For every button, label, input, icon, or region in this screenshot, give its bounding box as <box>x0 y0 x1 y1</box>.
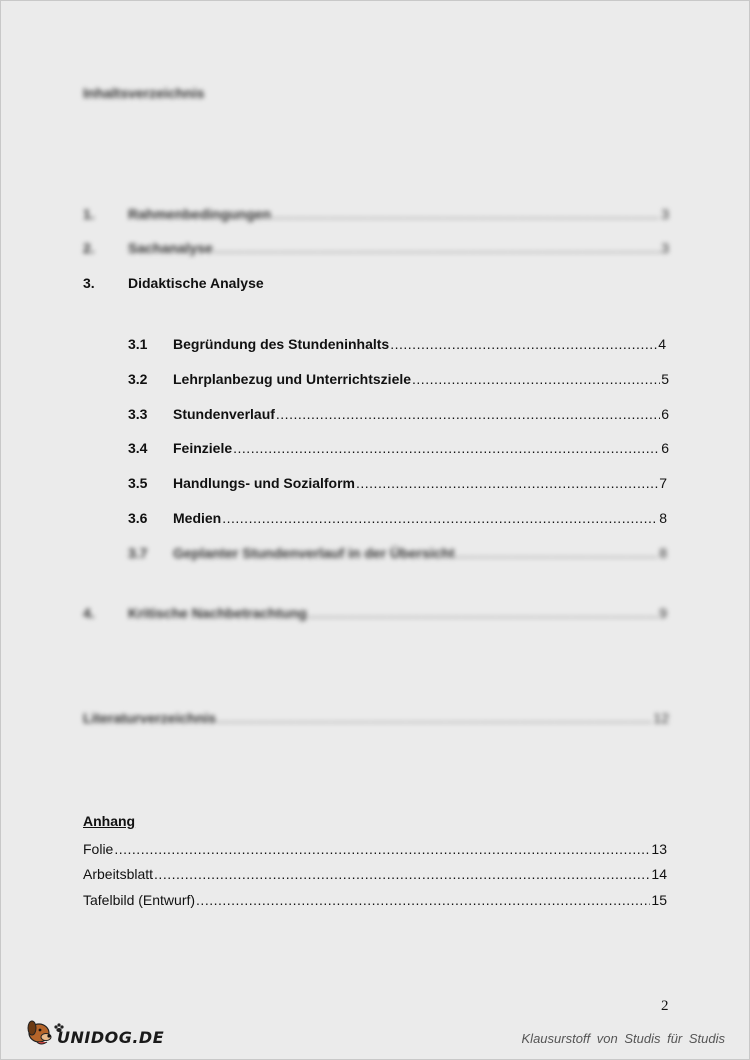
anhang-entry-page: 13 <box>651 841 667 857</box>
toc-entry-page: 9 <box>659 605 667 621</box>
toc-entry-title: Didaktische Analyse <box>128 275 264 291</box>
toc-entry-page: 3 <box>661 240 669 256</box>
anhang-entry <box>83 891 667 909</box>
toc-leader-dots <box>390 335 657 353</box>
toc-leader-dots <box>233 439 660 457</box>
toc-entry <box>83 205 669 223</box>
anhang-entry-page: 14 <box>651 866 667 882</box>
toc-entry <box>83 709 669 727</box>
toc-leader-dots <box>276 405 660 423</box>
toc-leader-dots <box>114 840 650 858</box>
toc-entry-page: 4 <box>658 336 666 352</box>
toc-entry-number: 3.3 <box>128 406 148 422</box>
toc-leader-dots <box>272 205 660 223</box>
anhang-entry <box>83 865 667 883</box>
anhang-entry-page: 15 <box>651 892 667 908</box>
anhang-entry-title: Tafelbild (Entwurf) <box>83 892 196 908</box>
toc-entry-title: Feinziele <box>173 440 233 456</box>
footer-tagline: Klausurstoff von Studis für Studis <box>521 1031 725 1046</box>
toc-leader-dots <box>196 891 650 909</box>
toc-leader-dots <box>214 239 660 257</box>
toc-entry-number: 4. <box>83 605 95 621</box>
toc-leader-dots <box>412 370 660 388</box>
toc-entry-number: 3.4 <box>128 440 148 456</box>
toc-entry-title: Lehrplanbezug und Unterrichtsziele <box>173 371 412 387</box>
toc-entry-page: 8 <box>659 510 667 526</box>
toc-entry-page: 12 <box>653 710 669 726</box>
toc-entry-page: 3 <box>661 206 669 222</box>
logo-text: UNIDOG.DE <box>57 1028 165 1047</box>
toc-entry <box>128 544 667 562</box>
toc-entry <box>83 274 669 292</box>
toc-entry-page: 5 <box>661 371 669 387</box>
toc-entry-title: Rahmenbedingungen <box>128 206 272 222</box>
toc-entry-title: Kritische Nachbetrachtung <box>128 605 307 621</box>
toc-leader-dots <box>222 509 658 527</box>
toc-entry-number: 3.7 <box>128 545 148 561</box>
toc-leader-dots <box>308 604 658 622</box>
toc-entry <box>128 509 667 527</box>
toc-entry-number: 3.2 <box>128 371 148 387</box>
toc-entry-title: Handlungs- und Sozialform <box>173 475 355 491</box>
toc-entry-number: 3.5 <box>128 475 148 491</box>
toc-entry-page: 6 <box>661 440 669 456</box>
toc-entry-number: 1. <box>83 206 95 222</box>
toc-entry-title: Begründung des Stundeninhalts <box>173 336 390 352</box>
toc-entry-title: Stundenverlauf <box>173 406 275 422</box>
toc-entry <box>128 439 669 457</box>
toc-entry <box>83 604 667 622</box>
anhang-entry <box>83 840 667 858</box>
toc-entry <box>83 239 669 257</box>
toc-entry <box>128 474 667 492</box>
toc-entry <box>128 405 669 423</box>
anhang-entry-title: Folie <box>83 841 114 857</box>
toc-entry-title: Literaturverzeichnis <box>83 710 217 726</box>
toc-entry-number: 3.6 <box>128 510 148 526</box>
toc-entry <box>128 370 669 388</box>
toc-entry <box>128 335 666 353</box>
toc-entry-page: 8 <box>659 545 667 561</box>
anhang-heading: Anhang <box>83 813 136 829</box>
toc-entry-page: 7 <box>659 475 667 491</box>
toc-leader-dots <box>456 544 659 562</box>
toc-entry-number: 3.1 <box>128 336 148 352</box>
toc-entry-number: 3. <box>83 275 95 291</box>
anhang-entry-title: Arbeitsblatt <box>83 866 154 882</box>
toc-entry-number: 2. <box>83 240 95 256</box>
toc-entry-title: Geplanter Stundenverlauf in der Übersicht <box>173 545 455 561</box>
toc-leader-dots <box>154 865 650 883</box>
toc-leader-dots <box>217 709 652 727</box>
toc-entry-title: Sachanalyse <box>128 240 213 256</box>
toc-heading: Inhaltsverzeichnis <box>83 85 205 101</box>
toc-leader-dots <box>356 474 658 492</box>
page-number: 2 <box>661 998 669 1014</box>
toc-entry-page: 6 <box>661 406 669 422</box>
toc-entry-title: Medien <box>173 510 222 526</box>
